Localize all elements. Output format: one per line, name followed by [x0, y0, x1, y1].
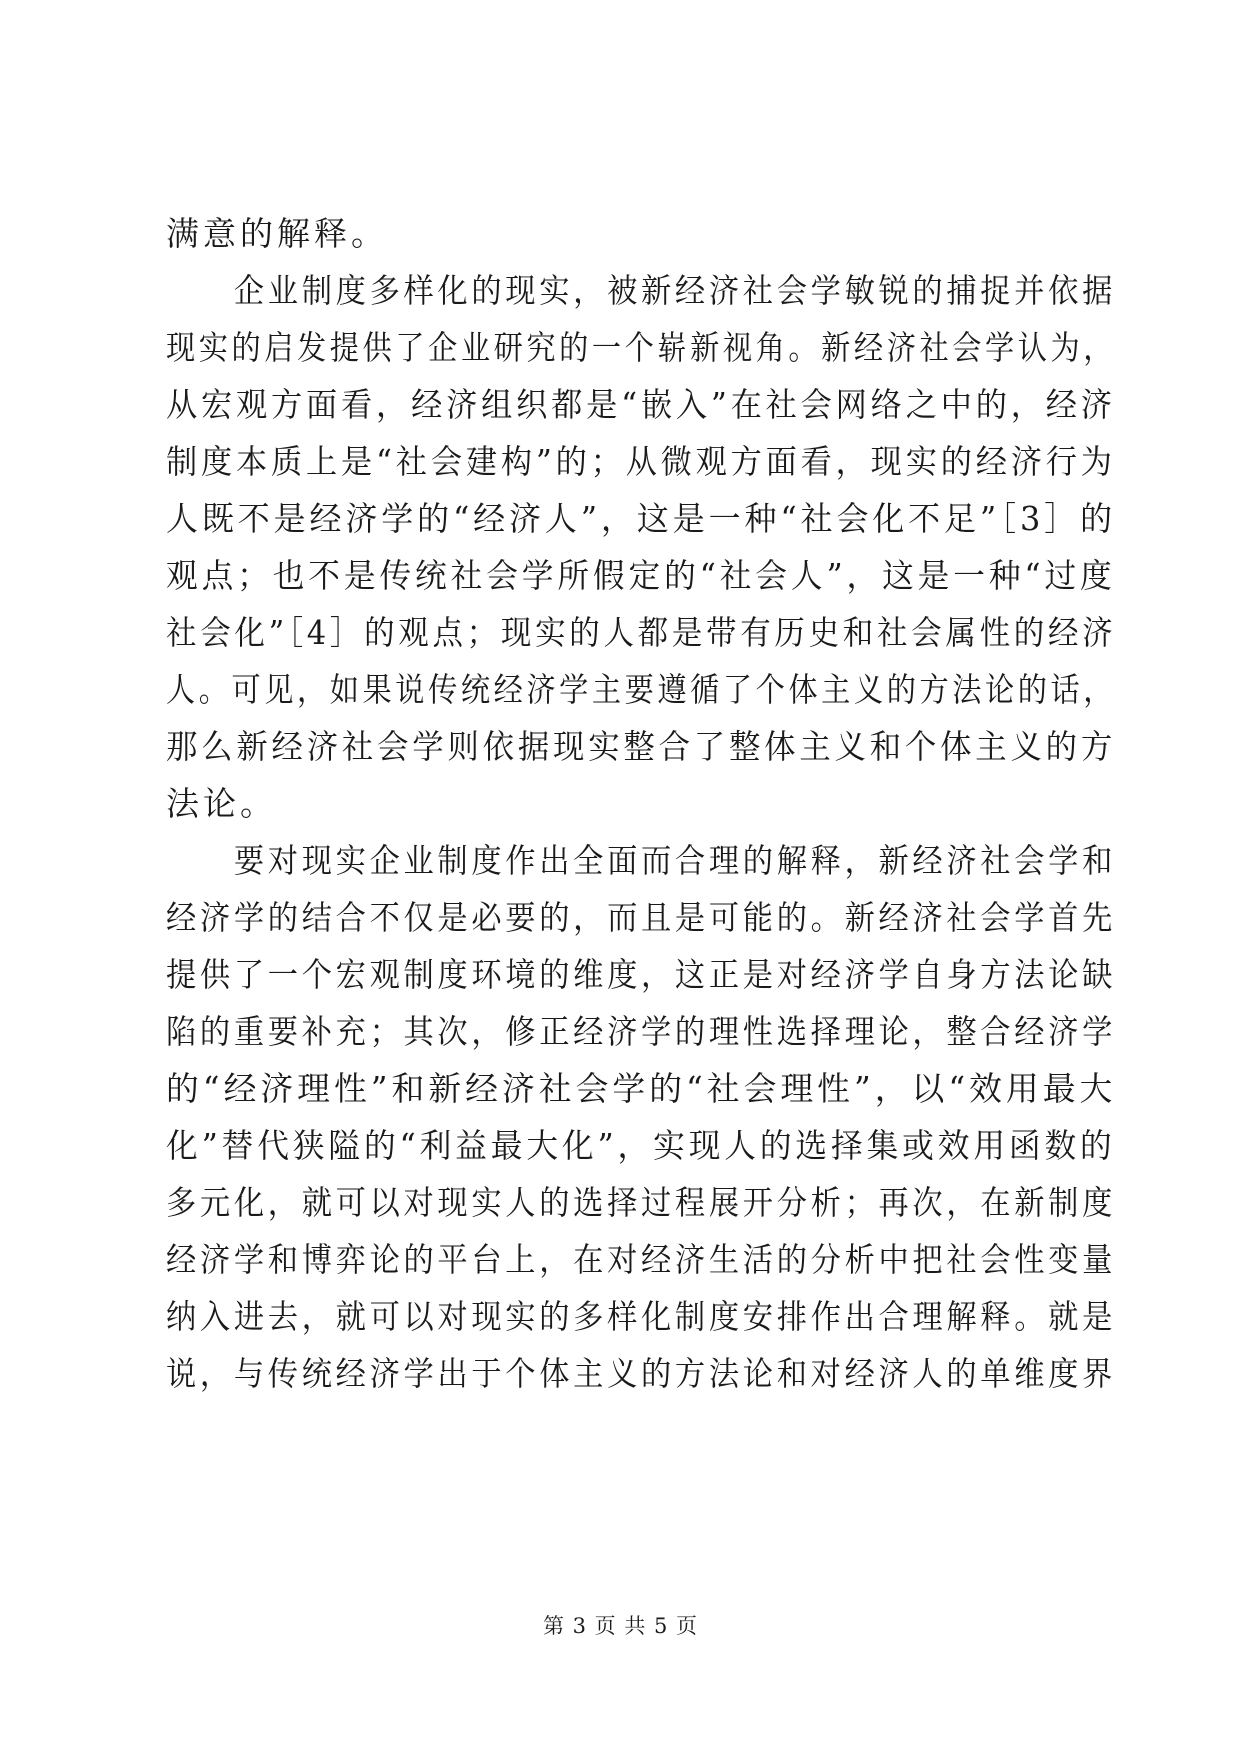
text-line: 企业制度多样化的现实，被新经济社会学敏锐的捕捉并依据 [166, 271, 1116, 310]
text-line: 制度本质上是“社会建构”的；从微观方面看，现实的经济行为 [166, 442, 1116, 481]
text-line: 社会化”［4］的观点；现实的人都是带有历史和社会属性的经济 [166, 613, 1117, 652]
text-line: 现实的启发提供了企业研究的一个崭新视角。新经济社会学认为， [166, 328, 1116, 367]
page-footer [0, 1610, 1241, 1640]
text-line: 人。可见，如果说传统经济学主要遵循了个体主义的方法论的话， [166, 670, 1116, 709]
text-line: 多元化，就可以对现实人的选择过程展开分析；再次，在新制度 [166, 1183, 1116, 1222]
text-line: 说，与传统经济学出于个体主义的方法论和对经济人的单维度界 [166, 1354, 1116, 1393]
text-line: 观点；也不是传统社会学所假定的“社会人”，这是一种“过度 [166, 556, 1116, 595]
text-line: 提供了一个宏观制度环境的维度，这正是对经济学自身方法论缺 [166, 955, 1116, 994]
text-line: 要对现实企业制度作出全面而合理的解释，新经济社会学和 [166, 841, 1116, 880]
text-line: 那么新经济社会学则依据现实整合了整体主义和个体主义的方 [166, 727, 1116, 766]
text-line: 经济学的结合不仅是必要的，而且是可能的。新经济社会学首先 [166, 898, 1116, 937]
text-line: 经济学和博弈论的平台上，在对经济生活的分析中把社会性变量 [166, 1240, 1116, 1279]
text-line: 化”替代狭隘的“利益最大化”，实现人的选择集或效用函数的 [166, 1126, 1116, 1165]
text-line: 从宏观方面看，经济组织都是“嵌入”在社会网络之中的，经济 [166, 385, 1116, 424]
text-line: 的“经济理性”和新经济社会学的“社会理性”，以“效用最大 [166, 1069, 1117, 1108]
text-line: 陷的重要补充；其次，修正经济学的理性选择理论，整合经济学 [166, 1012, 1116, 1051]
text-line: 满意的解释。 [166, 214, 388, 253]
text-line: 人既不是经济学的“经济人”，这是一种“社会化不足”［3］的 [166, 499, 1116, 538]
text-line: 纳入进去，就可以对现实的多样化制度安排作出合理解释。就是 [166, 1297, 1116, 1336]
page-number: 第 3 页 共 5 页 [542, 1614, 699, 1638]
text-line: 法论。 [166, 784, 277, 823]
